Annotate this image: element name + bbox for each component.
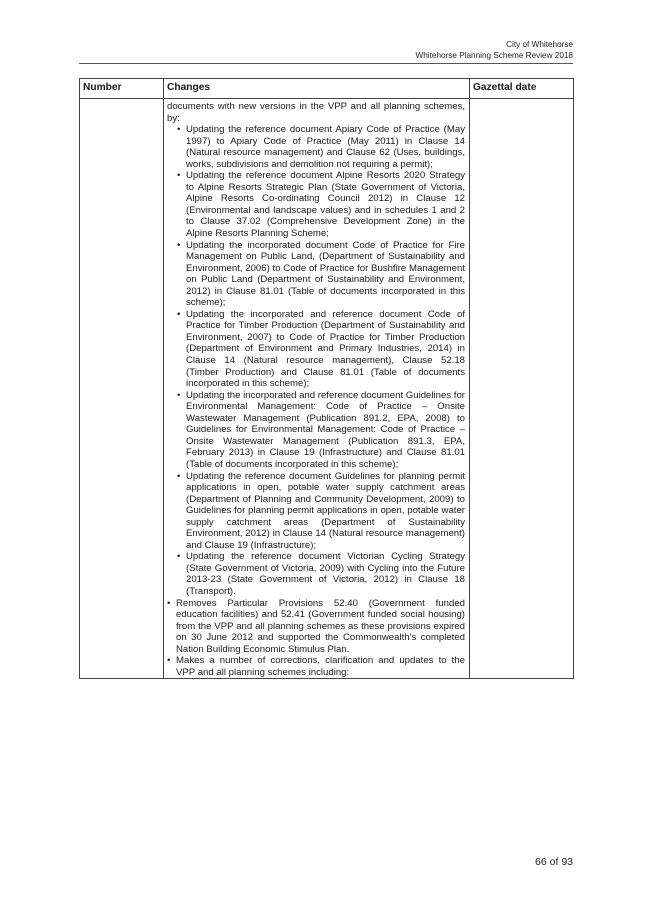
column-header-changes: Changes <box>164 79 470 99</box>
changes-text <box>167 101 465 678</box>
sub-item-list <box>176 124 465 597</box>
page-number: 66 of 93 <box>535 856 573 868</box>
table-header-row <box>80 79 574 99</box>
list-item-text: Makes a number of corrections, clarification and updates to the VPP and all planning schemes including: <box>176 655 465 678</box>
sub-list-item-text: Updating the reference document Apiary Code of Practice (May 1997) to Apiary Code of Practice (May 2011) in Clause 14 (Natural resource management) and Clause 62 (Uses, buildings, works, subdivisions and demolition not requiring a permit); <box>186 124 465 170</box>
bullet-icon: • <box>177 239 181 251</box>
bullet-icon: • <box>167 655 171 667</box>
gazettal-date-cell <box>470 99 574 679</box>
changes-intro: documents with new versions in the VPP and all planning schemes, by: <box>167 101 465 124</box>
bullet-icon: • <box>177 170 181 182</box>
header-organization: City of Whitehorse <box>506 40 573 49</box>
list-item-text: Removes Particular Provisions 52.40 (Government funded education facilities) and 52.41 (Government funded social housing) from the VPP and all planning schemes as these provisions expired on 30 June 2012 and supported the Commonwealth's completed Nation Building Economic Stimulus Plan. <box>176 597 465 655</box>
bullet-icon: • <box>177 470 181 482</box>
page-header <box>416 40 573 61</box>
table-row <box>80 99 574 679</box>
sub-list-item-text: Updating the reference document Victorian Cycling Strategy (State Government of Victoria, 2009) with Cycling into the Future 2013-23 (State Government of Victoria, 2012) in Clause 18 (Transport). <box>186 551 465 597</box>
sub-list-item <box>176 309 465 390</box>
bullet-icon: • <box>177 308 181 320</box>
sub-list-item <box>176 471 465 552</box>
sub-list-item <box>176 551 465 597</box>
sub-list-item-text: Updating the incorporated and reference document Code of Practice for Timber Production (Department of Sustainability and Environment, 2007) to Code of Practice for Timber Production (Department of Environment and Primary Industries, 2014) in Clause 14 (Natural resource management), Clause 52.18 (Timber Production) and Clause 81.01 (Table of documents incorporated in this scheme); <box>186 308 465 390</box>
sub-list-item <box>176 170 465 239</box>
list-item <box>167 598 465 656</box>
list-item <box>167 655 465 678</box>
changes-cell <box>164 99 470 679</box>
sub-list-item-text: Updating the incorporated and reference document Guidelines for Environmental Management: Code of Practice – Onsite Wastewater Management (Publication 891.2, EPA, 2008) to Guidelines for Environmental Management: Code of Practice – Onsite Wastewater Management (Publication 891.3, EPA, February 2013) in Clause 19 (Infrastructure) and Clause 81.01 (Table of documents incorporated in this scheme); <box>186 389 465 470</box>
sub-list-item-text: Updating the reference document Alpine Resorts 2020 Strategy to Alpine Resorts Strategic Plan (State Government of Victoria, Alpine Resorts Co-ordinating Council 2012) in Clause 12 (Environmental and landscape values) and in schedules 1 and 2 to Clause 37.02 (Comprehensive Development Zone) in the Alpine Resorts Planning Scheme; <box>186 170 465 240</box>
sub-list-item <box>176 240 465 309</box>
header-divider <box>79 63 573 64</box>
header-document-title: Whitehorse Planning Scheme Review 2018 <box>415 50 573 60</box>
sub-list-item-text: Updating the reference document Guidelines for planning permit applications in open, potable water supply catchment areas (Department of Planning and Community Development, 2009) to Guidelines for planning permit applications in open, potable water supply catchment areas (Department of Sustainability Environment, 2012) in Clause 14 (Natural resource management) and Clause 19 (Infrastructure); <box>186 470 465 551</box>
column-header-gazettal-date: Gazettal date <box>470 79 574 99</box>
bullet-icon: • <box>177 551 181 563</box>
sub-list-item <box>176 124 465 170</box>
number-cell <box>80 99 164 679</box>
column-header-number: Number <box>80 79 164 99</box>
bullet-icon: • <box>167 597 171 609</box>
sub-list-item <box>176 390 465 471</box>
bullet-icon: • <box>177 124 181 136</box>
top-item-list <box>167 598 465 679</box>
changes-table <box>79 78 574 679</box>
sub-list-item-text: Updating the incorporated document Code of Practice for Fire Management on Public Land, (Department of Sustainability and Environment, 2006) to Code of Practice for Bushfire Management on Public Land (Department of Sustainability and Environment, 2012) in Clause 81.01 (Table of documents incorporated in this scheme); <box>186 239 465 309</box>
bullet-icon: • <box>177 389 181 401</box>
